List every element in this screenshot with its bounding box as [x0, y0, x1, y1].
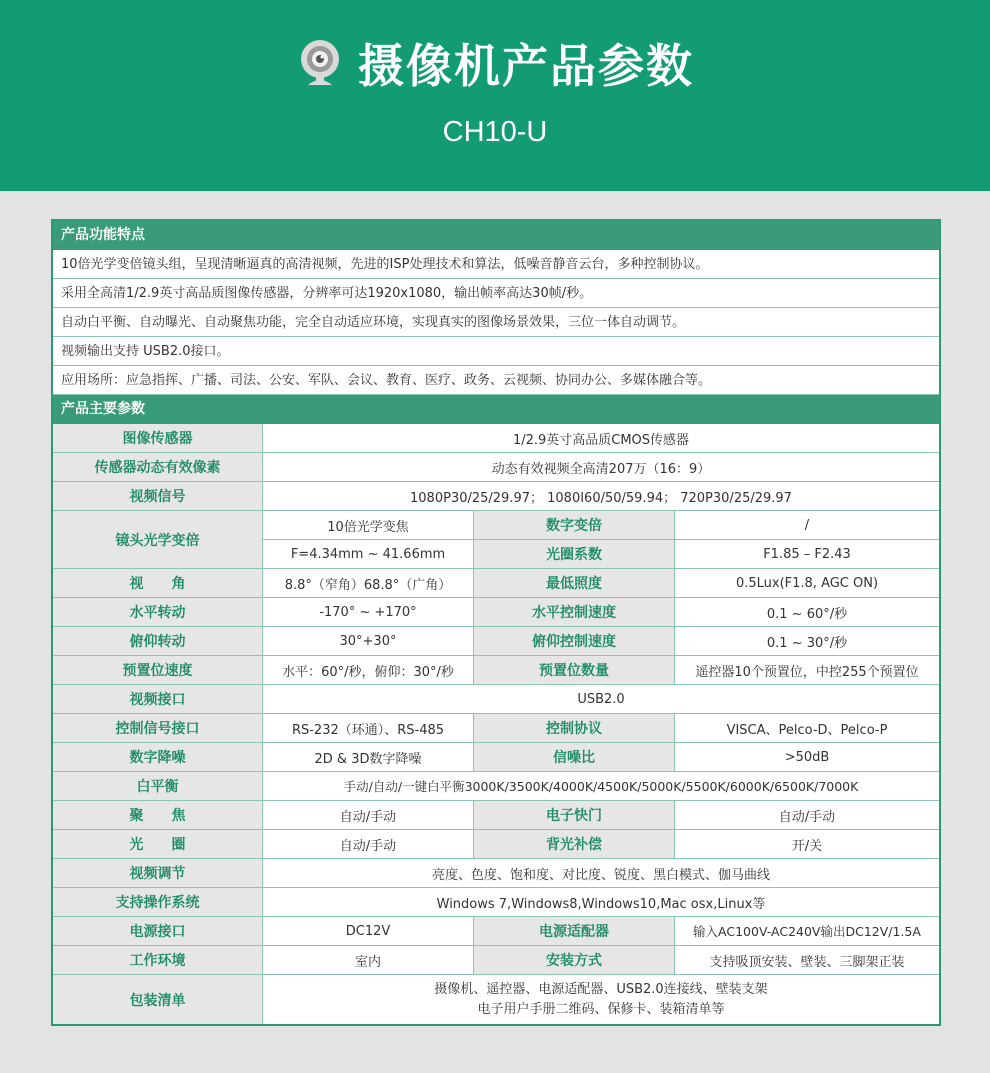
- spec-label: 聚 焦: [53, 801, 263, 830]
- spec-value: 输入AC100V-AC240V输出DC12V/1.5A: [675, 917, 939, 946]
- spec-value: 1/2.9英寸高品质CMOS传感器: [263, 424, 939, 453]
- spec-value: -170° ~ +170°: [263, 598, 474, 627]
- package-list: [263, 975, 939, 1024]
- spec-label: 镜头光学变倍: [53, 511, 263, 569]
- spec-value: 遥控器10个预置位，中控255个预置位: [675, 656, 939, 685]
- spec-label: 支持操作系统: [53, 888, 263, 917]
- spec-value: >50dB: [675, 743, 939, 772]
- specs-heading: 产品主要参数: [53, 395, 939, 424]
- spec-label: 白平衡: [53, 772, 263, 801]
- spec-value: 0.1 ~ 60°/秒: [675, 598, 939, 627]
- spec-label: 包装清单: [53, 975, 263, 1024]
- page-title: 摄像机产品参数: [358, 39, 694, 93]
- spec-label: 最低照度: [474, 569, 675, 598]
- spec-value: 1080P30/25/29.97； 1080I60/50/59.94； 720P30/25/29.97: [263, 482, 939, 511]
- title-row: [0, 30, 990, 96]
- spec-value: /: [675, 511, 939, 540]
- feature-item: 10倍光学变倍镜头组，呈现清晰逼真的高清视频，先进的ISP处理技术和算法，低噪音静音云台，多种控制协议。: [53, 250, 939, 279]
- spec-label: 光 圈: [53, 830, 263, 859]
- spec-value: Windows 7,Windows8,Windows10,Mac osx,Linux等: [263, 888, 939, 917]
- spec-value: USB2.0: [263, 685, 939, 714]
- spec-label: 预置位速度: [53, 656, 263, 685]
- feature-item: 视频输出支持 USB2.0接口。: [53, 337, 939, 366]
- webcam-icon: [296, 37, 344, 89]
- spec-value: 自动/手动: [263, 801, 474, 830]
- spec-label: 视频接口: [53, 685, 263, 714]
- spec-label: 控制信号接口: [53, 714, 263, 743]
- spec-value: 支持吸顶安装、壁装、三脚架正装: [675, 946, 939, 975]
- spec-label: 预置位数量: [474, 656, 675, 685]
- spec-value: 0.1 ~ 30°/秒: [675, 627, 939, 656]
- spec-label: 安装方式: [474, 946, 675, 975]
- spec-label: 俯仰转动: [53, 627, 263, 656]
- model-number: CH10-U: [442, 116, 548, 148]
- spec-value: F1.85 – F2.43: [675, 540, 939, 569]
- spec-value: 30°+30°: [263, 627, 474, 656]
- spec-label: 图像传感器: [53, 424, 263, 453]
- spec-value: 2D & 3D数字降噪: [263, 743, 474, 772]
- spec-label: 传感器动态有效像素: [53, 453, 263, 482]
- spec-value: 手动/自动/一键白平衡3000K/3500K/4000K/4500K/5000K/5500K/6000K/6500K/7000K: [263, 772, 939, 801]
- spec-value: DC12V: [263, 917, 474, 946]
- spec-value: 动态有效视频全高清207万（16：9）: [263, 453, 939, 482]
- spec-label: 信噪比: [474, 743, 675, 772]
- spec-label: 视频调节: [53, 859, 263, 888]
- spec-value: 亮度、色度、饱和度、对比度、锐度、黑白模式、伽马曲线: [263, 859, 939, 888]
- spec-label: 视 角: [53, 569, 263, 598]
- spec-label: 视频信号: [53, 482, 263, 511]
- spec-label: 电源适配器: [474, 917, 675, 946]
- spec-value: 自动/手动: [263, 830, 474, 859]
- spec-label: 电子快门: [474, 801, 675, 830]
- package-line: 摄像机、遥控器、电源适配器、USB2.0连接线、壁装支架: [434, 981, 768, 997]
- spec-value: 0.5Lux(F1.8, AGC ON): [675, 569, 939, 598]
- header-banner: [0, 0, 990, 191]
- spec-value: 10倍光学变焦: [263, 511, 474, 540]
- spec-value: 开/关: [675, 830, 939, 859]
- spec-value: 水平：60°/秒，俯仰：30°/秒: [263, 656, 474, 685]
- spec-value: F=4.34mm ~ 41.66mm: [263, 540, 474, 569]
- spec-label: 数字降噪: [53, 743, 263, 772]
- spec-value: 室内: [263, 946, 474, 975]
- spec-value: 8.8°（窄角）68.8°（广角）: [263, 569, 474, 598]
- package-line: 电子用户手册二维码、保修卡、装箱清单等: [477, 1001, 725, 1017]
- features-heading: 产品功能特点: [53, 221, 939, 250]
- spec-label: 俯仰控制速度: [474, 627, 675, 656]
- spec-value: RS-232（环通）、RS-485: [263, 714, 474, 743]
- spec-value: 自动/手动: [675, 801, 939, 830]
- feature-item: 应用场所：应急指挥、广播、司法、公安、军队、会议、教育、医疗、政务、云视频、协同办公、多媒体融合等。: [53, 366, 939, 395]
- spec-label: 电源接口: [53, 917, 263, 946]
- spec-label: 控制协议: [474, 714, 675, 743]
- spec-label: 水平控制速度: [474, 598, 675, 627]
- feature-item: 采用全高清1/2.9英寸高品质图像传感器，分辨率可达1920x1080，输出帧率高达30帧/秒。: [53, 279, 939, 308]
- spec-label: 数字变倍: [474, 511, 675, 540]
- spec-label: 光圈系数: [474, 540, 675, 569]
- spec-table: [51, 219, 941, 1026]
- spec-label: 工作环境: [53, 946, 263, 975]
- feature-item: 自动白平衡、自动曝光、自动聚焦功能，完全自动适应环境，实现真实的图像场景效果，三位一体自动调节。: [53, 308, 939, 337]
- spec-value: VISCA、Pelco-D、Pelco-P: [675, 714, 939, 743]
- spec-label: 背光补偿: [474, 830, 675, 859]
- spec-label: 水平转动: [53, 598, 263, 627]
